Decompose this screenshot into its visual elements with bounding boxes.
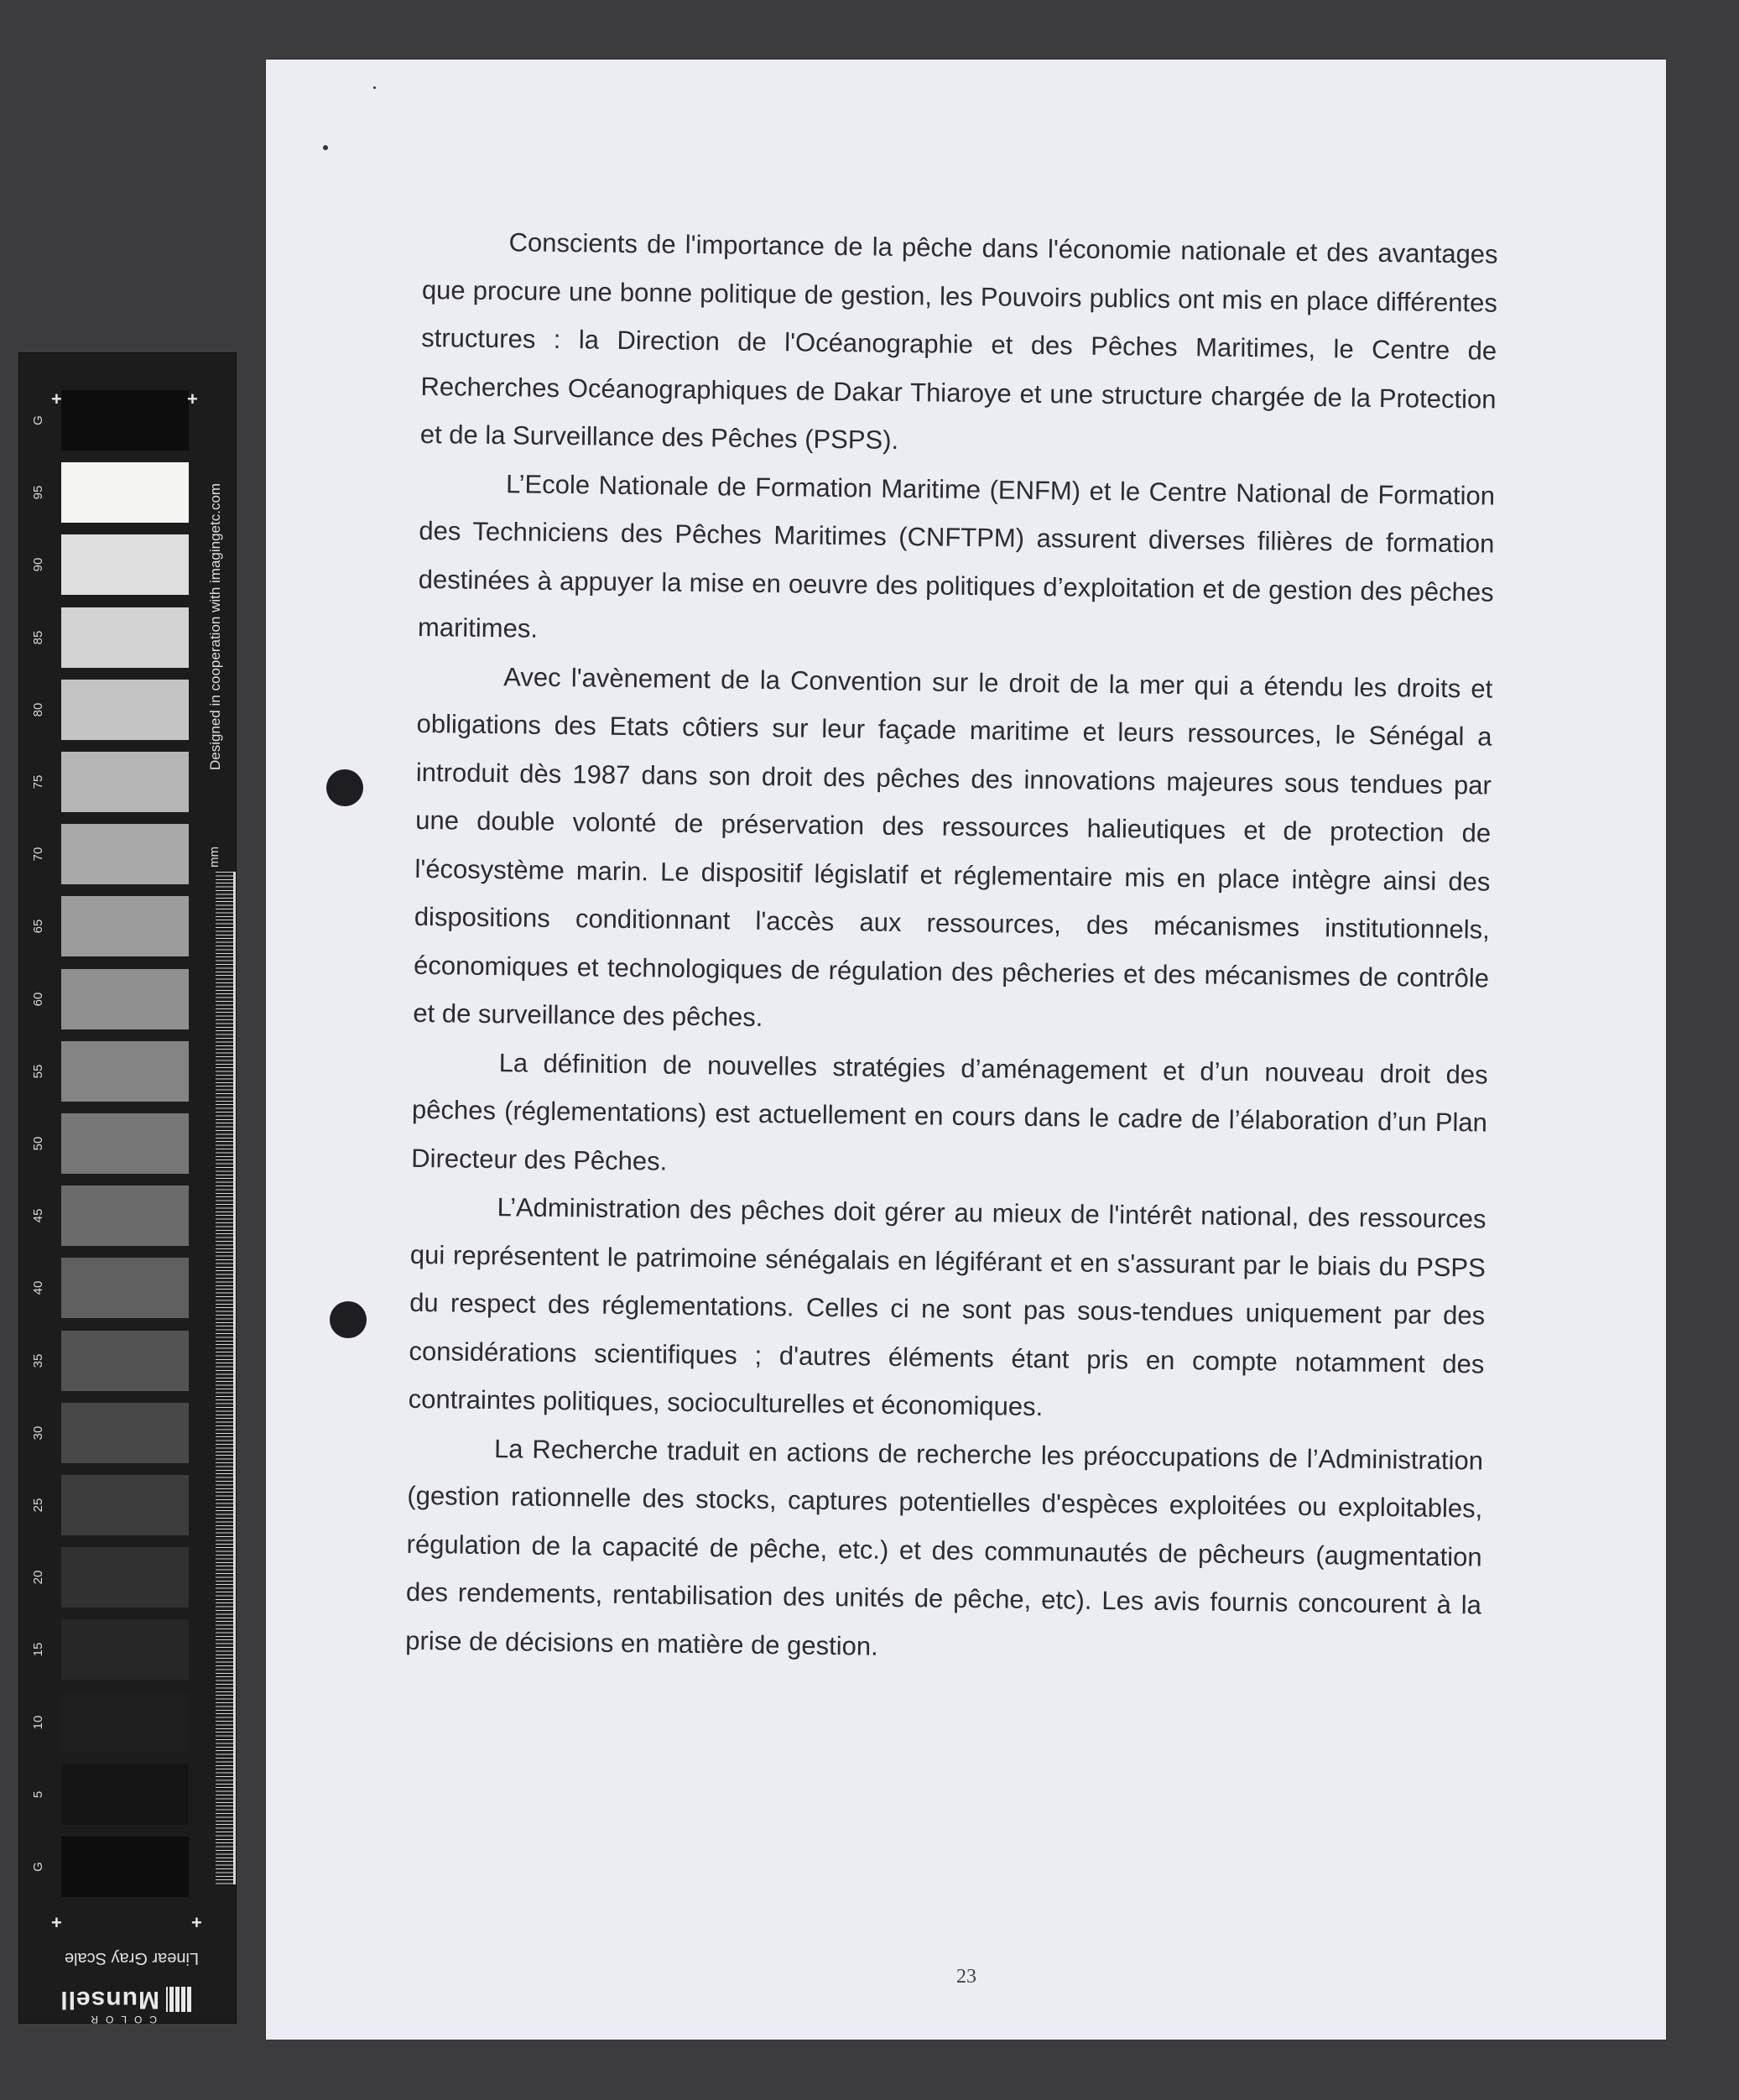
gray-patch xyxy=(61,1185,189,1246)
gray-patch-label: 90 xyxy=(31,558,45,572)
punch-hole xyxy=(330,1301,367,1338)
page-number: 23 xyxy=(956,1966,976,1988)
gray-patch xyxy=(61,607,189,668)
gray-patch xyxy=(61,896,189,956)
gray-patch xyxy=(61,1258,189,1318)
scale-credit-text: Designed in cooperation with imagingetc.com xyxy=(207,482,223,770)
document-page xyxy=(266,60,1666,2040)
plus-mark: + xyxy=(51,1912,62,1933)
dust-speck xyxy=(323,145,328,150)
gray-patch xyxy=(61,390,189,451)
gray-patch xyxy=(61,1113,189,1174)
gray-patch xyxy=(61,969,189,1029)
gray-patch xyxy=(61,1331,189,1391)
paragraph: La Recherche traduit en actions de recherche les préoccupations de l’Administration (gestion rationnelle des stocks, captures potentielles d'espèces exploitées ou exploitables, régulation de la capacité de pêche, etc.) et des communautés de pêcheurs (augmentation des rendements, rentabilisation des unités de pêche, etc). Les avis fournis concourent à la prise de décisions en matière de gestion. xyxy=(405,1433,1484,1661)
mm-ruler-edge xyxy=(233,872,236,1884)
gray-patch xyxy=(61,1764,189,1825)
dust-speck xyxy=(373,86,376,89)
gray-scale-card xyxy=(18,352,237,2024)
gray-patch-label: 40 xyxy=(31,1281,45,1295)
gray-patch xyxy=(61,1837,189,1897)
plus-mark: + xyxy=(187,388,198,409)
gray-patch-label: 45 xyxy=(31,1208,45,1223)
gray-patch-label: 35 xyxy=(31,1353,45,1368)
paragraph: La définition de nouvelles stratégies d’aménagement et d’un nouveau droit des pêches (réglementations) est actuellement en cours dans le cadre de l’élaboration d’un Plan Directeur des Pêches. xyxy=(411,1047,1488,1176)
paragraph: L’Ecole Nationale de Formation Maritime (ENFM) et le Centre National de Formation des Techniciens des Pêches Maritimes (CNFTPM) assurent diverses filières de formation destinées à appuyer la mise en oeuvre des politiques d’exploitation et de gestion des pêches maritimes. xyxy=(417,468,1496,644)
gray-patch-label: G xyxy=(31,1862,45,1872)
gray-patch-label: 55 xyxy=(31,1064,45,1079)
gray-patch-label: 75 xyxy=(31,774,45,789)
munsell-grid-icon xyxy=(166,1987,191,2012)
gray-patch-label: 50 xyxy=(31,1136,45,1151)
plus-mark: + xyxy=(51,388,62,409)
gray-patch-label: 80 xyxy=(31,702,45,717)
gray-patch-label: 20 xyxy=(31,1570,45,1585)
plus-mark: + xyxy=(191,1912,202,1933)
paragraph: L’Administration des pêches doit gérer au mieux de l'intérêt national, des ressources qui représentent le patrimoine sénégalais en légiférant et en s'assurant par le biais du PSPS du respect des réglementations. Celles ci ne sont pas sous-tendues uniquement par des considérations scientifiques ; d'autres éléments étant pris en compte notamment des contraintes politiques, socioculturelles et économiques. xyxy=(408,1192,1486,1422)
gray-patch-label: 95 xyxy=(31,485,45,500)
punch-hole xyxy=(326,769,363,806)
gray-patch-label: 60 xyxy=(31,992,45,1006)
gray-patch xyxy=(61,824,189,884)
gray-patch xyxy=(61,1475,189,1535)
gray-patch xyxy=(61,1403,189,1463)
paragraph: Conscients de l'importance de la pêche dans l'économie nationale et des avantages que procure une bonne politique de gestion, les Pouvoirs publics ont mis en place différentes structures : la Direction de l'Océanographie et des Pêches Maritimes, le Centre de Recherches Océanographiques de Dakar Thiaroye et une structure chargée de la Protection et de la Surveillance des Pêches (PSPS). xyxy=(419,227,1498,455)
body-text xyxy=(405,217,1498,1678)
scale-title: Linear Gray Scale xyxy=(64,1949,200,1967)
gray-patch-label: 10 xyxy=(31,1715,45,1729)
gray-patch-label: 5 xyxy=(31,1790,45,1798)
munsell-color-word: COLOR xyxy=(83,2014,157,2025)
gray-patch-label: G xyxy=(31,415,45,425)
gray-patch-label: 30 xyxy=(31,1425,45,1441)
gray-patch xyxy=(61,1619,189,1680)
munsell-word: Munsell xyxy=(60,1986,159,2014)
gray-patch-label: 85 xyxy=(31,630,45,644)
gray-patch xyxy=(61,1041,189,1102)
gray-patch xyxy=(61,534,189,595)
gray-patch xyxy=(61,1547,189,1608)
gray-patch-label: 65 xyxy=(31,920,45,934)
gray-patch xyxy=(61,752,189,812)
gray-patch-label: 25 xyxy=(31,1498,45,1513)
gray-patch-label: 15 xyxy=(31,1643,45,1657)
gray-patch-label: 70 xyxy=(31,847,45,862)
gray-patch xyxy=(61,680,189,740)
ruler-unit-label: mm xyxy=(207,847,221,868)
gray-patch xyxy=(61,1692,189,1753)
paragraph: Avec l'avènement de la Convention sur le droit de la mer qui a étendu les droits et obligations des Etats côtiers sur leur façade maritime et leurs ressources, le Sénégal a introduit dès 1987 dans son droit des pêches des innovations majeures sous tendues par une double volonté de préservation des ressources halieutiques et de protection de l'écosystème marin. Le dispositif législatif et réglementaire mis en place intègre ainsi des dispositions conditionnant l'accès aux ressources, des mécanismes institutionnels, économiques et technologiques de régulation des pêcheries et des mécanismes de contrôle et de surveillance des pêches. xyxy=(413,661,1493,1033)
gray-patch xyxy=(61,462,189,523)
munsell-logo xyxy=(60,1978,196,2025)
